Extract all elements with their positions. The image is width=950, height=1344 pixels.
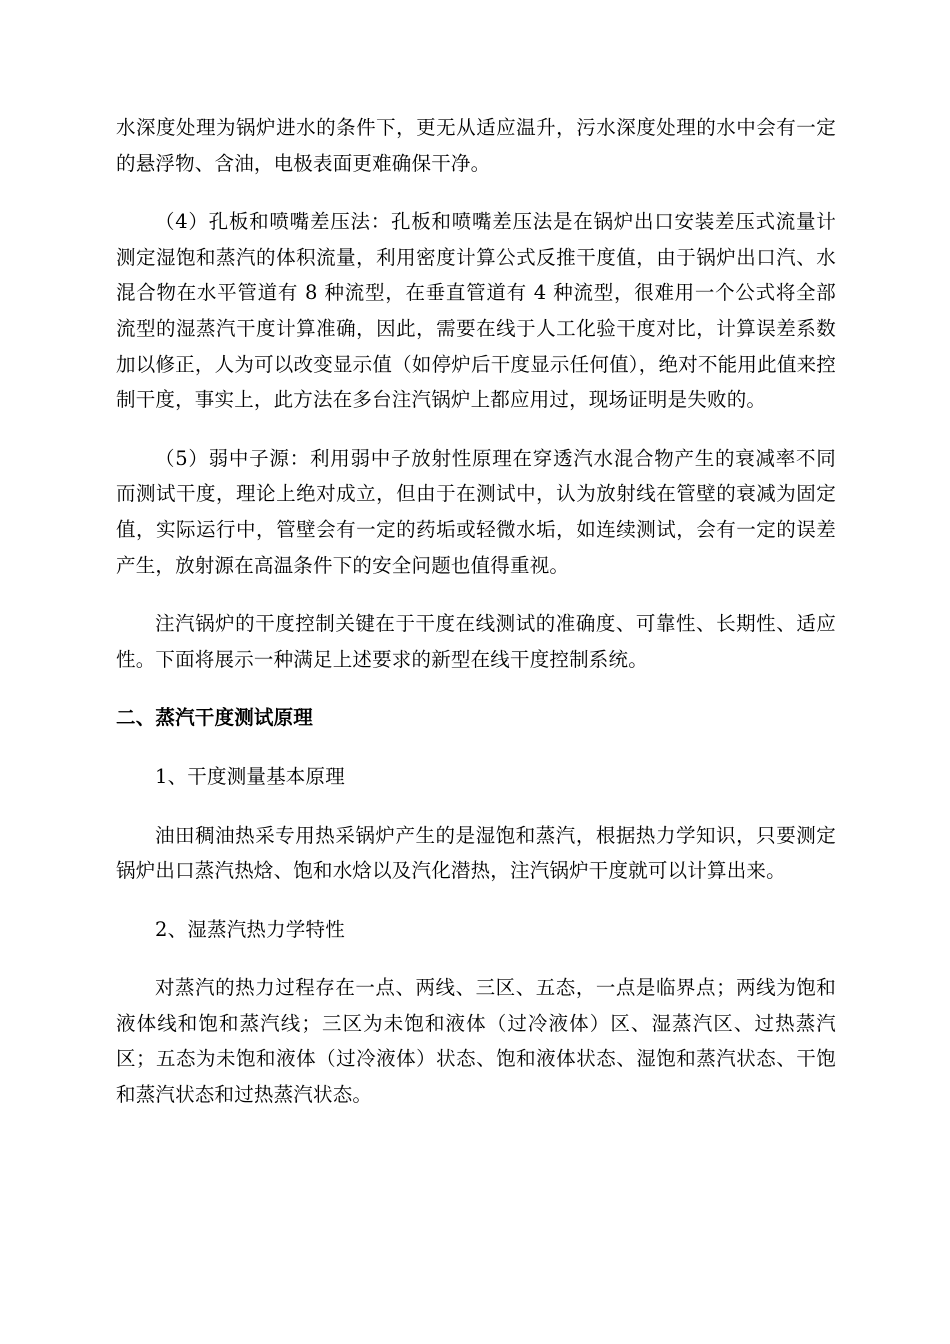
paragraph-measurement-principle: 油田稠油热采专用热采锅炉产生的是湿饱和蒸汽，根据热力学知识，只要测定锅炉出口蒸汽热焓、饱和水焓以及汽化潜热，注汽锅炉干度就可以计算出来。 xyxy=(116,823,836,883)
subsection-title-1: 1、干度测量基本原理 xyxy=(155,764,345,788)
paragraph-dryness-control: 注汽锅炉的干度控制关键在于干度在线测试的准确度、可靠性、长期性、适应性。下面将展示一种满足上述要求的新型在线干度控制系统。 xyxy=(116,612,836,671)
section-heading: 二、蒸汽干度测试原理 xyxy=(116,706,314,730)
subsection-title-2: 2、湿蒸汽热力学特性 xyxy=(155,917,345,941)
paragraph-neutron-source: （5）弱中子源：利用弱中子放射性原理在穿透汽水混合物产生的衰减率不同而测试干度，理论上绝对成立，但由于在测试中，认为放射线在管壁的衰减为固定值，实际运行中，管壁会有一定的药垢或轻微水垢，如连续测试，会有一定的误差产生，放射源在高温条件下的安全问题也值得重视。 xyxy=(116,446,836,577)
paragraph-orifice-nozzle-method: （4）孔板和喷嘴差压法：孔板和喷嘴差压法是在锅炉出口安装差压式流量计测定湿饱和蒸汽的体积流量，利用密度计算公式反推干度值，由于锅炉出口汽、水混合物在水平管道有 8 种流型，在垂直管道有 4 种流型，很难用一个公式将全部流型的湿蒸汽干度计算准确，因此，需要在线于人工化验干度对比，计算误差系数加以修正，人为可以改变显示值（如停炉后干度显示任何值），绝对不能用此值来控制干度，事实上，此方法在多台注汽锅炉上都应用过，现场证明是失败的。 xyxy=(116,210,836,412)
document-page xyxy=(116,110,836,1113)
paragraph-thermodynamic-characteristics: 对蒸汽的热力过程存在一点、两线、三区、五态，一点是临界点；两线为饱和液体线和饱和蒸汽线；三区为未饱和液体（过冷液体）区、湿蒸汽区、过热蒸汽区；五态为未饱和液体（过冷液体）状态、饱和液体状态、湿饱和蒸汽状态、干饱和蒸汽状态和过热蒸汽状态。 xyxy=(116,976,836,1107)
paragraph-water-treatment: 水深度处理为锅炉进水的条件下，更无从适应温升，污水深度处理的水中会有一定的悬浮物、含油，电极表面更难确保干净。 xyxy=(116,116,836,175)
